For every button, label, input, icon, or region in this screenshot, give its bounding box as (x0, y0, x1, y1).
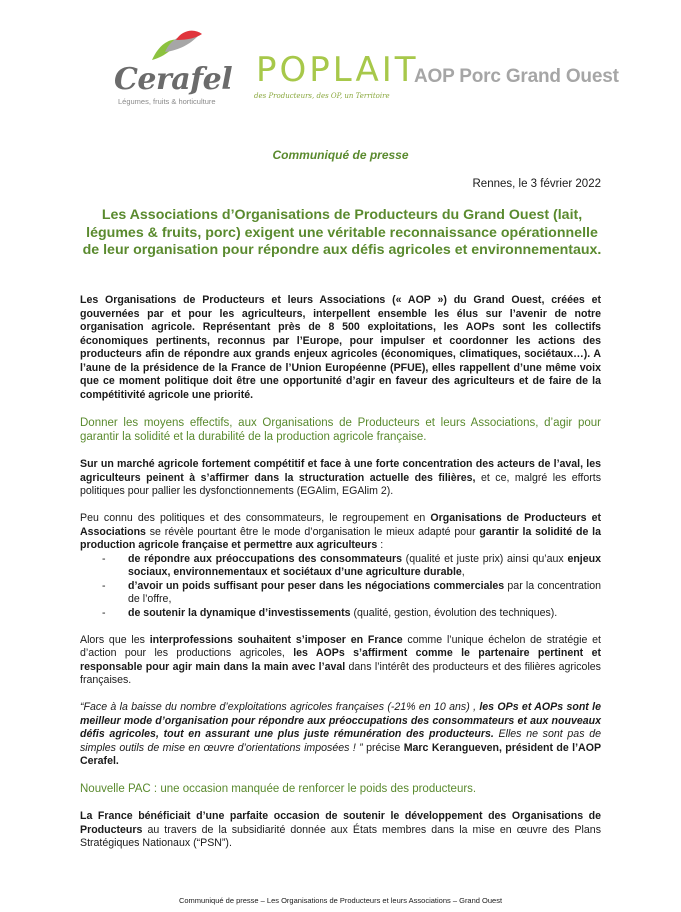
text-span: au travers de la subsidiarité donnée aux États membres dans la mise en œuvre des Plans Stratégiques Nationaux (“PSN”). (80, 823, 601, 849)
text-span-bold: Organisations de Producteurs et Associations (80, 512, 601, 538)
press-release-label: Communiqué de presse (272, 148, 409, 162)
text-span: Alors que les (80, 633, 150, 646)
paragraph-market-rest: et ce, malgré les efforts politiques pour pallier les dysfonctionnements (EGAlim, EGAlim 2). (80, 471, 602, 497)
cerafel-wordmark: Cerafel (114, 62, 233, 97)
benefits-list (80, 553, 601, 621)
cerafel-tagline: Légumes, fruits & horticulture (118, 97, 216, 106)
list-item (80, 553, 601, 580)
quote-text-bold: les OPs et AOPs sont le meilleur mode d’organisation pour répondre aux préoccupations des consommateurs et aux nouveaux défis agricoles, tout en assurant une plus juste rémunération des producteurs. (80, 701, 601, 740)
dash-bullet: - (102, 579, 106, 592)
text-span-bold: La France bénéficiait d’une parfaite occasion de soutenir le développement des Organisations de Producteurs (80, 810, 601, 836)
text-span: dans l’intérêt des producteurs et des filières agricoles françaises. (80, 660, 601, 686)
quote-text: “Face à la baisse du nombre d’exploitations agricoles françaises (-21% en 10 ans) , (80, 701, 480, 713)
text-span-bold: enjeux sociaux, environnementaux et sociétaux d’une agriculture durable (128, 552, 601, 578)
text-span-bold: interprofessions souhaitent s’imposer en France (149, 633, 403, 646)
quote-author: Marc Kerangueven, président de l’AOP Cerafel. (80, 741, 602, 767)
text-span-bold: de soutenir la dynamique d’investissements (128, 606, 351, 619)
quote-text: Elles ne sont pas de simples outils de mise en œuvre d’orientations imposées ! ” (80, 728, 601, 754)
text-span-bold: de répondre aux préoccupations des consommateurs (128, 552, 402, 565)
text-span: se révèle pourtant être le mode d’organisation le mieux adapté pour (145, 525, 480, 538)
text-span: comme l’unique échelon de stratégie et d’action pour les productions agricoles, (80, 633, 601, 659)
text-span: (qualité, gestion, évolution des techniques). (350, 606, 558, 619)
section-heading-1: Donner les moyens effectifs, aux Organisations de Producteurs et leurs Associations, d’agir pour garantir la solidité et la durabilité de la production agricole française. (80, 416, 601, 443)
text-span: : (377, 539, 384, 551)
page-footer: Communiqué de presse – Les Organisations de Producteurs et leurs Associations – Grand Ouest (178, 896, 503, 905)
text-span-bold: garantir la solidité de la production agricole française et permettre aux agriculteurs (80, 525, 601, 551)
quote-paragraph (80, 701, 601, 769)
text-span: Peu connu des politiques et des consommateurs, le regroupement en (80, 512, 431, 524)
poplait-tagline: des Producteurs, des OP, un Territoire (254, 92, 390, 100)
text-span-bold: d’avoir un poids suffisant pour peser dans les négociations commerciales (128, 579, 505, 592)
date-line: Rennes, le 3 février 2022 (472, 178, 601, 190)
poplait-wordmark: POPLAIT (256, 50, 419, 90)
text-span: (qualité et juste prix) ainsi qu’aux (401, 552, 568, 565)
paragraph-interprofessions (80, 634, 601, 688)
dash-bullet: - (102, 552, 106, 565)
aop-porc-logo: AOP Porc Grand Ouest (414, 66, 619, 87)
quote-attribution: précise (362, 741, 404, 754)
paragraph-grouping (80, 512, 601, 553)
dash-bullet: - (102, 606, 106, 619)
section-heading-2: Nouvelle PAC : une occasion manquée de renforcer le poids des producteurs. (80, 783, 477, 795)
list-item (80, 580, 601, 607)
text-span: , (461, 566, 465, 578)
paragraph-market-bold: Sur un marché agricole fortement compétitif et face à une forte concentration des acteurs de l’aval, les agriculteurs peinent à s’affirmer dans la structuration actuelle des filières, (80, 458, 601, 484)
headline: Les Associations d’Organisations de Producteurs du Grand Ouest (lait, légumes & fruits, porc) exigent une véritable reconnaissance opérationnelle de leur organisation pour répondre aux défis agricoles et environnementaux. (82, 207, 602, 258)
paragraph-pac (80, 810, 601, 851)
intro-paragraph: Les Organisations de Producteurs et leurs Associations (« AOP ») du Grand Ouest, créées et gouvernées par et pour les agriculteurs, interpellent ensemble les élus sur l’avenir de notre organisation agricole. Représentant près de 8 500 exploitations, les AOPs sont les collectifs économiques pertinents, reconnus par l’Europe, pour impulser et coordonner les actions des producteurs afin de répondre aux grands enjeux agricoles (économiques, climatiques, sociétaux…). A l’aune de la présidence de la France de l’Union Européenne (PFUE), elles rappellent d’une même voix que ce moment politique doit être une opportunité d’agir en faveur des agriculteurs et de faire de la compétitivité agricole une priorité. (80, 294, 601, 401)
article-body (80, 294, 601, 851)
list-item (80, 607, 601, 621)
text-span-bold: les AOPs s’affirment comme le partenaire pertinent et responsable pour agir main dans la main avec l’aval (80, 647, 601, 673)
paragraph-market (80, 458, 601, 499)
text-span: par la concentration de l’offre, (128, 579, 601, 605)
cerafel-logo (110, 30, 240, 110)
poplait-logo (252, 50, 419, 110)
